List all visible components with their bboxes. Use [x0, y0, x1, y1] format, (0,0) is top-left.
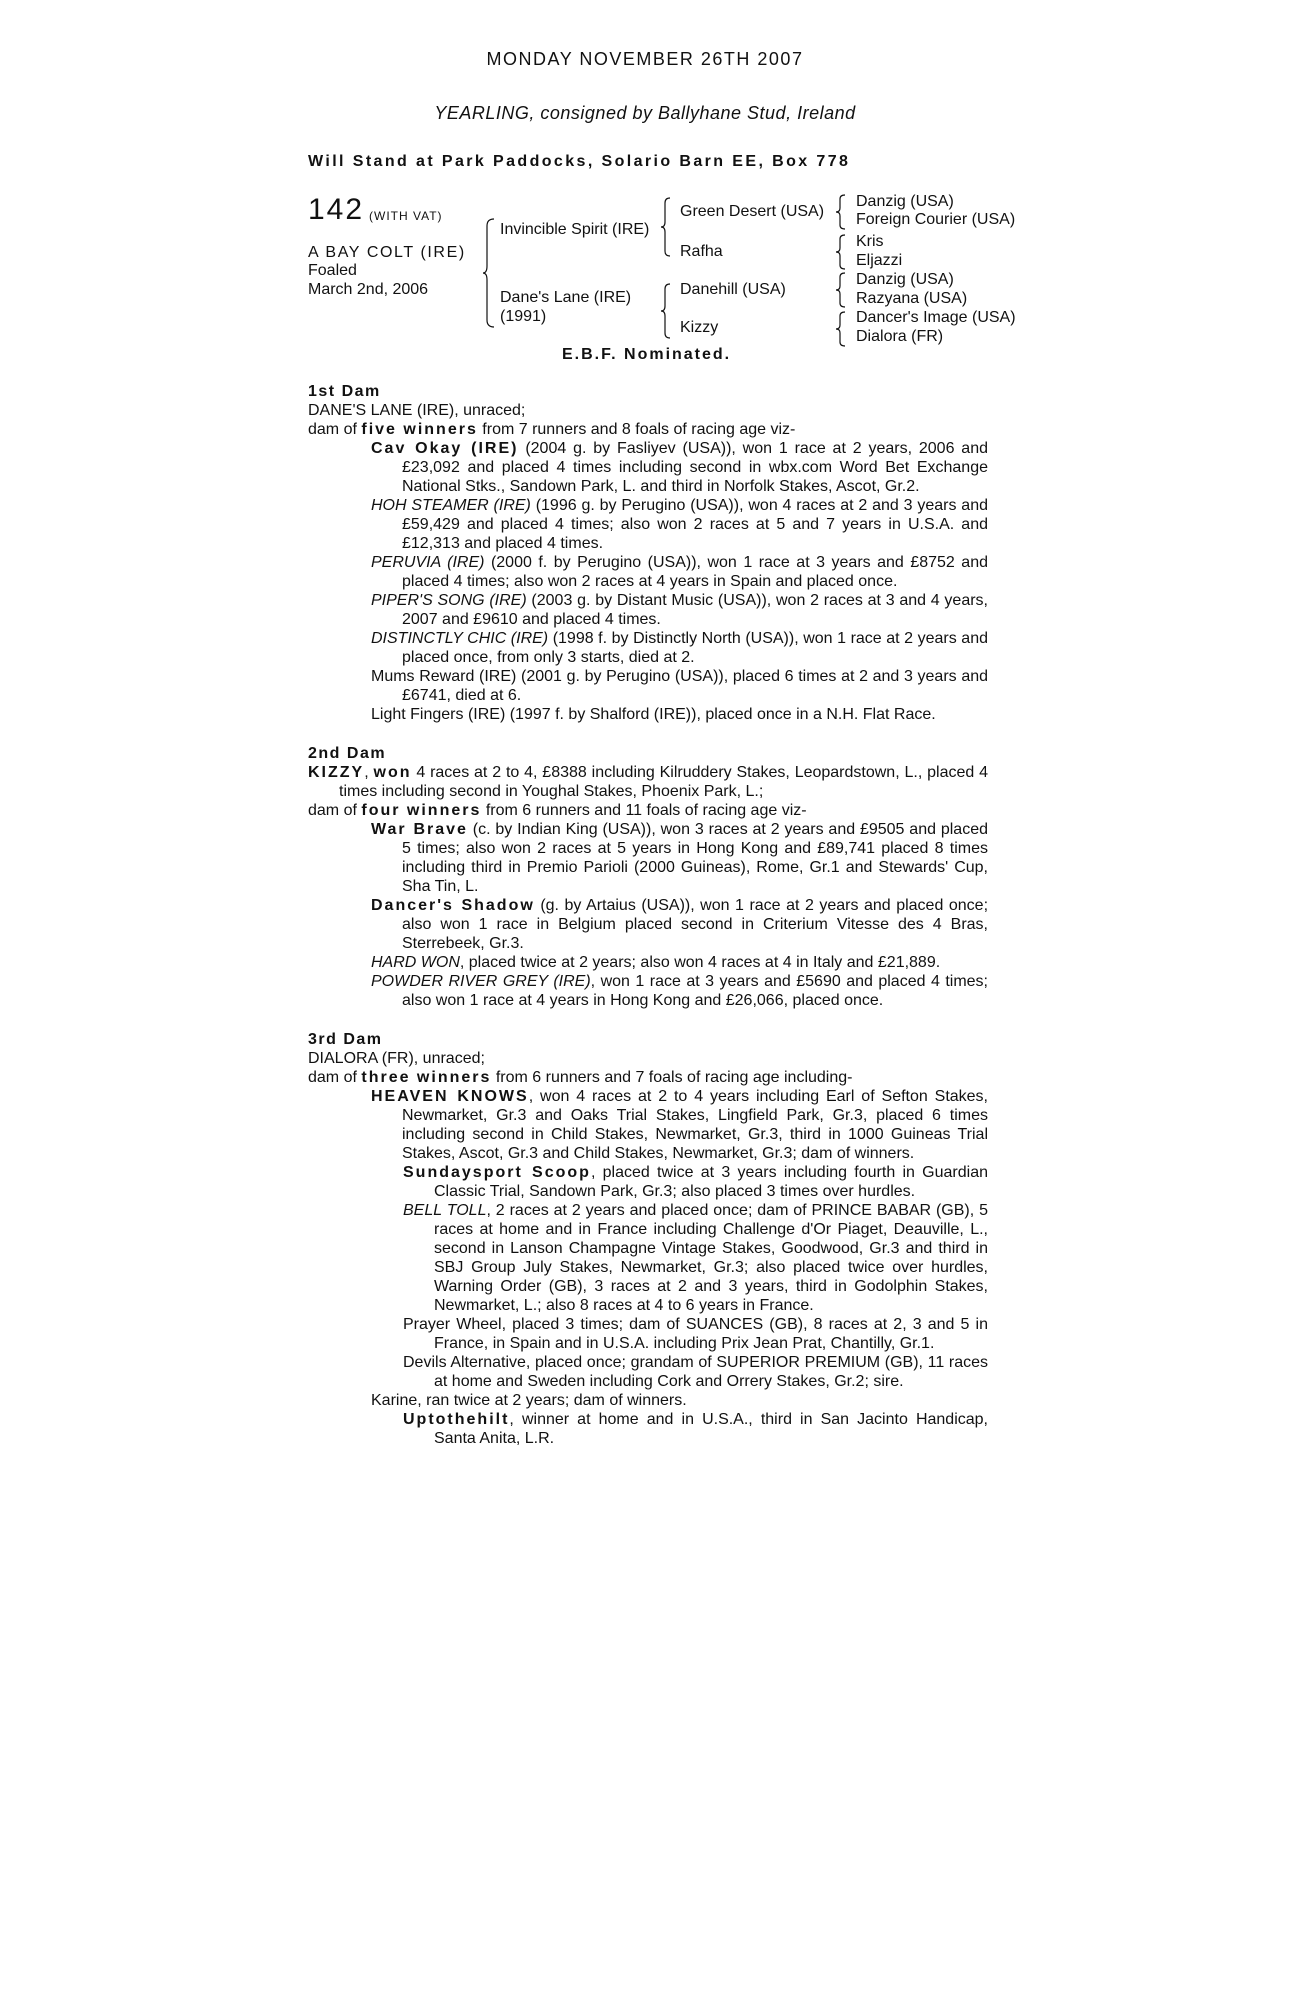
dam-name: Dane's Lane (IRE) — [500, 289, 632, 306]
horse-name: Prayer Wheel — [403, 1316, 502, 1333]
grandsire-6: Razyana (USA) — [856, 290, 968, 307]
race-record: (1996 g. by Perugino (USA)), won 4 races at 2 and 3 years and £59,429 and placed 4 times; also won 2 races at 5 and 7 years in U.S.A. and £12,313 and placed 4 times. — [402, 497, 988, 552]
race-record: , won 4 races at 2 to 4 years including Earl of Sefton Stakes, Newmarket, Gr.3 and Oaks Trial Stakes, Lingfield Park, Gr.3, placed 6 times including second in Child Stakes, Newmarket, Gr.3, third in 1000 Guineas Trial Stakes, Ascot, Gr.3 and Child Stakes, Newmarket, Gr.3; dam of winners. — [402, 1088, 989, 1162]
dam-dam-name: Kizzy — [680, 319, 719, 336]
second-dam-record: 4 races at 2 to 4, £8388 including Kilruddery Stakes, Leopardstown, L., placed 4 times including second in Youghal Stakes, Phoenix Park, L.; — [339, 764, 988, 800]
horse-name: Dancer's Shadow — [371, 897, 535, 914]
third-dam-produce-summary — [308, 1068, 988, 1087]
ebf-nomination: E.B.F. Nominated. — [562, 346, 732, 363]
second-dam-intro: KIZZY, won 4 races at 2 to 4, £8388 including Kilruddery Stakes, Leopardstown, L., placed 4 times including second in Youghal Stakes, Phoenix Park, L.; — [308, 764, 988, 800]
horse-name: Mums Reward (IRE) — [371, 668, 517, 685]
race-record: , ran twice at 2 years; dam of winners. — [417, 1392, 687, 1409]
horse-name: Devils Alternative — [403, 1354, 526, 1371]
race-record: , placed 3 times; dam of SUANCES (GB), 8 races at 2, 3 and 5 in France, in Spain and in U.S.A. including Prix Jean Prat, Chantilly, Gr.1. — [434, 1316, 989, 1352]
lot-number: 142 — [308, 193, 365, 226]
race-record: , 2 races at 2 years and placed once; dam of PRINCE BABAR (GB), 5 races at home and in France including Challenge d'Or Piaget, Deauville, L., second in Lanson Champagne Vintage Stakes, Goodwood, Gr.3 and third in SBJ Group July Stakes, Newmarket, Gr.3; also placed twice over hurdles, Warning Order (GB), 3 races at 2 and 3 years, third in Godolphin Stakes, Newmarket, L.; also 8 races at 4 to 6 years in France. — [434, 1202, 988, 1314]
produce-suffix: from 6 runners and 11 foals of racing age viz- — [481, 802, 807, 819]
produce-entry — [308, 1087, 988, 1163]
first-dam-entries — [308, 439, 988, 724]
race-record: (2001 g. by Perugino (USA)), placed 6 times at 2 and 3 years and £6741, died at 6. — [402, 668, 989, 704]
pedigree-brace-g1 — [835, 194, 847, 230]
grandsire-5: Danzig (USA) — [856, 271, 954, 288]
grandsire-4: Eljazzi — [856, 252, 903, 269]
consignment-line: YEARLING, consigned by Ballyhane Stud, Ireland — [434, 103, 856, 123]
race-record: , winner at home and in U.S.A., third in San Jacinto Handicap, Santa Anita, L.R. — [434, 1411, 988, 1447]
first-dam-section — [308, 382, 988, 724]
foaled-date: March 2nd, 2006 — [308, 281, 429, 298]
horse-name: HARD WON — [371, 954, 460, 971]
horse-name: Cav Okay (IRE) — [371, 440, 519, 457]
produce-entry — [308, 667, 988, 705]
race-record: (1998 f. by Distinctly North (USA)), won 1 race at 2 years and placed once, from only 3 starts, died at 2. — [402, 630, 988, 666]
horse-name: Karine — [371, 1392, 418, 1409]
winner-count: five winners — [361, 421, 478, 438]
race-record: (g. by Artaius (USA)), won 1 race at 2 years and placed once; also won 1 race in Belgium placed second in Criterium Vitesse des 4 Bras, Sterrebeek, Gr.3. — [402, 897, 989, 952]
produce-entry — [308, 1163, 988, 1201]
foaled-label: Foaled — [308, 262, 357, 279]
race-record: (1997 f. by Shalford (IRE)), placed once in a N.H. Flat Race. — [505, 706, 936, 723]
sire-name: Invincible Spirit (IRE) — [500, 221, 650, 238]
horse-name: DISTINCTLY CHIC (IRE) — [371, 630, 549, 647]
third-dam-intro: DIALORA (FR), unraced; — [308, 1050, 485, 1067]
horse-name: Uptothehilt — [403, 1411, 510, 1428]
stand-location: Will Stand at Park Paddocks, Solario Barn EE, Box 778 — [308, 153, 851, 170]
produce-entry — [308, 439, 988, 496]
third-dam-heading: 3rd Dam — [308, 1031, 383, 1048]
second-dam-section — [308, 744, 988, 1010]
produce-suffix: from 6 runners and 7 foals of racing age including- — [491, 1069, 853, 1086]
horse-name: BELL TOLL — [403, 1202, 487, 1219]
colt-description: A BAY COLT (IRE) — [308, 244, 466, 261]
race-record: (c. by Indian King (USA)), won 3 races at 2 years and £9505 and placed 5 times; also won 2 races at 5 years in Hong Kong and £89,741 placed 8 times including third in Premio Parioli (2000 Guineas), Rome, Gr.1 and Stewards' Cup, Sha Tin, L. — [402, 821, 988, 895]
race-record: , won 1 race at 3 years and £5690 and placed 4 times; also won 1 race at 4 years in Hong Kong and £26,066, placed once. — [402, 973, 988, 1009]
horse-name: War Brave — [371, 821, 468, 838]
pedigree-brace-sire — [660, 197, 672, 257]
horse-name: PIPER'S SONG (IRE) — [371, 592, 527, 609]
horse-name: HOH STEAMER (IRE) — [371, 497, 531, 514]
produce-entry — [308, 1315, 988, 1353]
vat-label: (WITH VAT) — [369, 209, 443, 223]
produce-entry — [308, 1353, 988, 1391]
race-record: , placed once; grandam of SUPERIOR PREMIUM (GB), 11 races at home and Sweden including Cork and Orrery Stakes, Gr.2; sire. — [434, 1354, 989, 1390]
horse-name: HEAVEN KNOWS — [371, 1088, 529, 1105]
produce-entry — [308, 591, 988, 629]
race-record: (2000 f. by Perugino (USA)), won 1 race at 3 years and £8752 and placed 4 times; also won 2 races at 4 years in Spain and placed once. — [402, 554, 988, 590]
horse-name: Sundaysport Scoop — [403, 1164, 591, 1181]
produce-prefix: dam of — [308, 421, 362, 438]
race-record: (2003 g. by Distant Music (USA)), won 2 races at 3 and 4 years, 2007 and £9610 and placed 4 times. — [402, 592, 988, 628]
race-record: (2004 g. by Fasliyev (USA)), won 1 race at 2 years, 2006 and £23,092 and placed 4 times including second in wbx.com Word Bet Exchange National Stks., Sandown Park, L. and third in Norfolk Stakes, Ascot, Gr.2. — [402, 440, 989, 495]
produce-entry — [308, 1391, 988, 1410]
dam-year: (1991) — [500, 308, 547, 325]
horse-name: POWDER RIVER GREY (IRE) — [371, 973, 591, 990]
produce-entry — [308, 496, 988, 553]
dam-sire-name: Danehill (USA) — [680, 281, 786, 298]
produce-entry — [308, 972, 988, 1010]
horse-name: Light Fingers (IRE) — [371, 706, 506, 723]
produce-entry — [308, 705, 988, 724]
produce-entry — [308, 820, 988, 896]
second-dam-entries — [308, 820, 988, 1010]
grandsire-1: Danzig (USA) — [856, 193, 954, 210]
winner-count: three winners — [361, 1069, 492, 1086]
produce-prefix: dam of — [308, 1069, 362, 1086]
second-dam-produce-summary — [308, 801, 988, 820]
produce-entry — [308, 1201, 988, 1315]
first-dam-heading: 1st Dam — [308, 383, 381, 400]
pedigree-brace-dam — [660, 283, 672, 339]
produce-entry — [308, 1410, 988, 1448]
second-dam-name: KIZZY — [308, 764, 365, 781]
winner-count: four winners — [361, 802, 482, 819]
produce-suffix: from 7 runners and 8 foals of racing age viz- — [477, 421, 796, 438]
grandsire-7: Dancer's Image (USA) — [856, 309, 1016, 326]
pedigree-brace-g4 — [835, 311, 847, 347]
second-dam-won: won — [373, 764, 412, 781]
produce-entry — [308, 553, 988, 591]
pedigree-brace-g3 — [835, 272, 847, 308]
grandsire-2: Foreign Courier (USA) — [856, 211, 1016, 228]
third-dam-section — [308, 1030, 988, 1448]
pedigree-brace-main — [482, 218, 496, 328]
sire-sire-name: Green Desert (USA) — [680, 203, 825, 220]
second-dam-heading: 2nd Dam — [308, 745, 387, 762]
sire-dam-name: Rafha — [680, 243, 723, 260]
produce-prefix: dam of — [308, 802, 362, 819]
first-dam-intro: DANE'S LANE (IRE), unraced; — [308, 402, 526, 419]
horse-name: PERUVIA (IRE) — [371, 554, 485, 571]
first-dam-produce-summary — [308, 420, 988, 439]
third-dam-entries — [308, 1087, 988, 1448]
produce-entry — [308, 896, 988, 953]
produce-entry — [308, 953, 988, 972]
catalogue-body — [308, 382, 988, 1448]
race-record: , placed twice at 3 years including fourth in Guardian Classic Trial, Sandown Park, Gr.3; also placed 3 times over hurdles. — [434, 1164, 989, 1200]
produce-entry — [308, 629, 988, 667]
race-record: , placed twice at 2 years; also won 4 races at 4 in Italy and £21,889. — [459, 954, 941, 971]
grandsire-3: Kris — [856, 233, 884, 250]
pedigree-brace-g2 — [835, 234, 847, 270]
grandsire-8: Dialora (FR) — [856, 328, 944, 345]
sale-date: MONDAY NOVEMBER 26TH 2007 — [486, 49, 804, 69]
